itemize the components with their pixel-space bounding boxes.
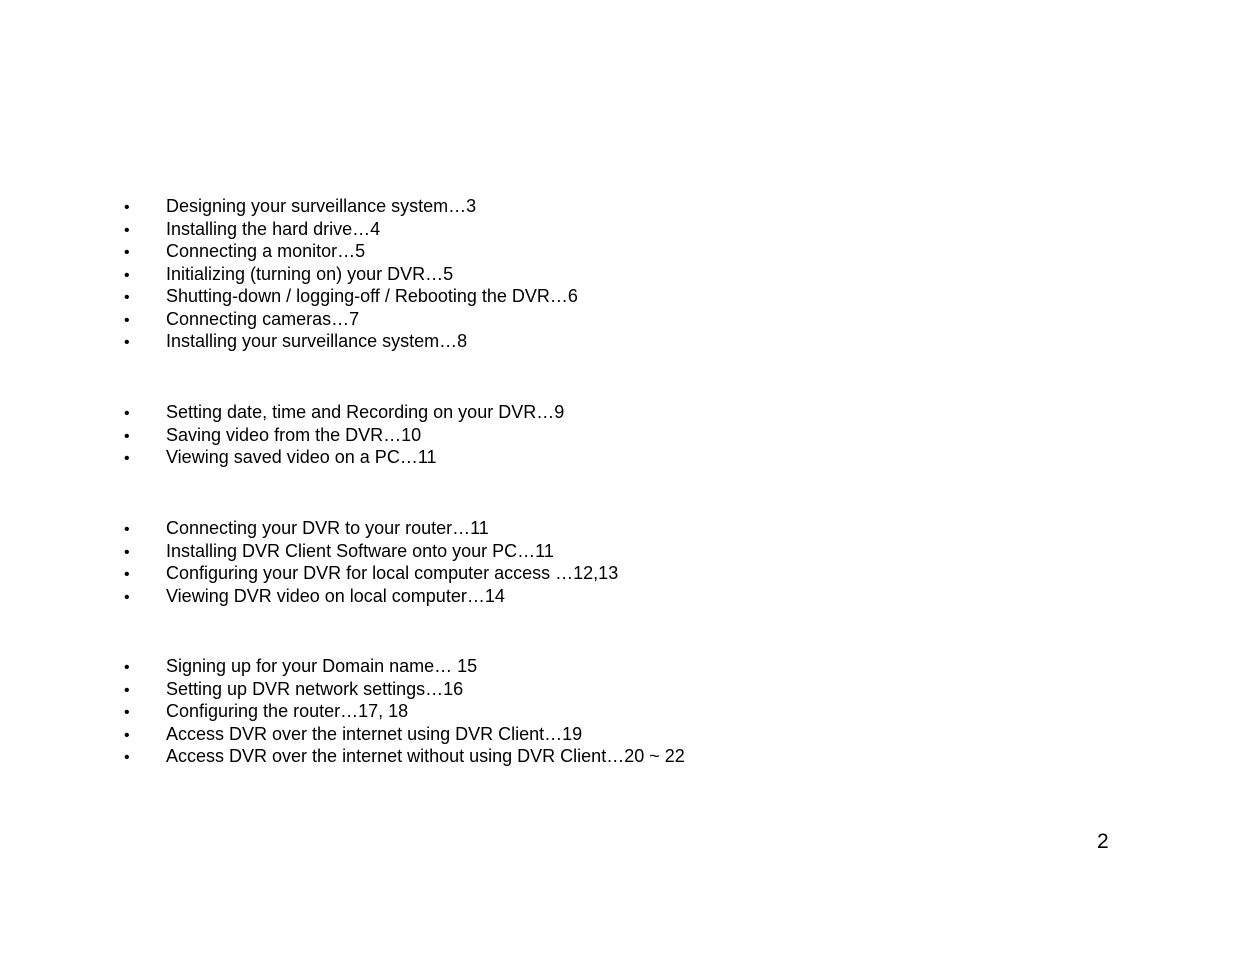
page-number: 2 bbox=[1097, 830, 1109, 853]
bullet-icon: • bbox=[124, 221, 130, 239]
toc-item-text: Connecting your DVR to your router…11 bbox=[166, 518, 489, 538]
toc-item-text: Saving video from the DVR…10 bbox=[166, 424, 422, 445]
toc-item bbox=[118, 723, 685, 746]
toc-item-text: Initializing (turning on) your DVR…5 bbox=[166, 263, 454, 284]
toc-item bbox=[118, 424, 564, 447]
toc-item-text: Configuring your DVR for local computer access …12,13 bbox=[166, 563, 619, 583]
toc-item bbox=[118, 263, 578, 286]
toc-section-2 bbox=[118, 401, 564, 469]
toc-item bbox=[118, 218, 578, 241]
toc-item-text: Setting up DVR network settings…16 bbox=[166, 678, 464, 699]
bullet-icon: • bbox=[124, 566, 130, 583]
toc-item-text: Shutting-down / logging-off / Rebooting the DVR…6 bbox=[166, 286, 578, 306]
toc-item-text: Viewing saved video on a PC…11 bbox=[166, 447, 437, 467]
toc-item-text: Installing the hard drive…4 bbox=[166, 218, 381, 239]
toc-item bbox=[118, 562, 618, 585]
toc-item-text: Connecting cameras…7 bbox=[166, 308, 360, 329]
toc-item bbox=[118, 517, 618, 540]
toc-item bbox=[118, 401, 564, 424]
bullet-icon: • bbox=[124, 588, 130, 606]
toc-item-text: Access DVR over the internet without using DVR Client…20 ~ 22 bbox=[166, 746, 685, 766]
bullet-icon: • bbox=[124, 199, 130, 216]
toc-item bbox=[118, 745, 685, 768]
bullet-icon: • bbox=[124, 659, 130, 676]
toc-item-text: Configuring the router…17, 18 bbox=[166, 701, 409, 721]
toc-section-3 bbox=[118, 517, 618, 607]
toc-item-text: Installing your surveillance system…8 bbox=[166, 331, 468, 351]
bullet-icon: • bbox=[124, 450, 130, 467]
toc-item bbox=[118, 585, 618, 608]
bullet-icon: • bbox=[124, 427, 130, 445]
toc-item bbox=[118, 540, 618, 563]
toc-item bbox=[118, 285, 578, 308]
toc-item-text: Viewing DVR video on local computer…14 bbox=[166, 585, 505, 606]
bullet-icon: • bbox=[124, 726, 130, 744]
bullet-icon: • bbox=[124, 311, 130, 329]
toc-item-text: Installing DVR Client Software onto your PC…11 bbox=[166, 540, 554, 561]
bullet-icon: • bbox=[124, 405, 130, 422]
toc-item bbox=[118, 240, 578, 263]
toc-section-1 bbox=[118, 195, 578, 353]
toc-item bbox=[118, 655, 685, 678]
bullet-icon: • bbox=[124, 749, 130, 766]
bullet-icon: • bbox=[124, 334, 130, 351]
bullet-icon: • bbox=[124, 521, 130, 538]
toc-item-text: Signing up for your Domain name… 15 bbox=[166, 656, 478, 676]
bullet-icon: • bbox=[124, 244, 130, 261]
bullet-icon: • bbox=[124, 543, 130, 561]
toc-item bbox=[118, 446, 564, 469]
bullet-icon: • bbox=[124, 681, 130, 699]
bullet-icon: • bbox=[124, 266, 130, 284]
toc-item bbox=[118, 330, 578, 353]
bullet-icon: • bbox=[124, 289, 130, 306]
toc-item-text: Setting date, time and Recording on your DVR…9 bbox=[166, 402, 565, 422]
toc-item bbox=[118, 678, 685, 701]
toc-item bbox=[118, 700, 685, 723]
toc-item-text: Access DVR over the internet using DVR Client…19 bbox=[166, 723, 583, 744]
toc-item-text: Designing your surveillance system…3 bbox=[166, 196, 477, 216]
toc-item bbox=[118, 195, 578, 218]
toc-item bbox=[118, 308, 578, 331]
toc-item-text: Connecting a monitor…5 bbox=[166, 241, 366, 261]
toc-section-4 bbox=[118, 655, 685, 768]
bullet-icon: • bbox=[124, 704, 130, 721]
